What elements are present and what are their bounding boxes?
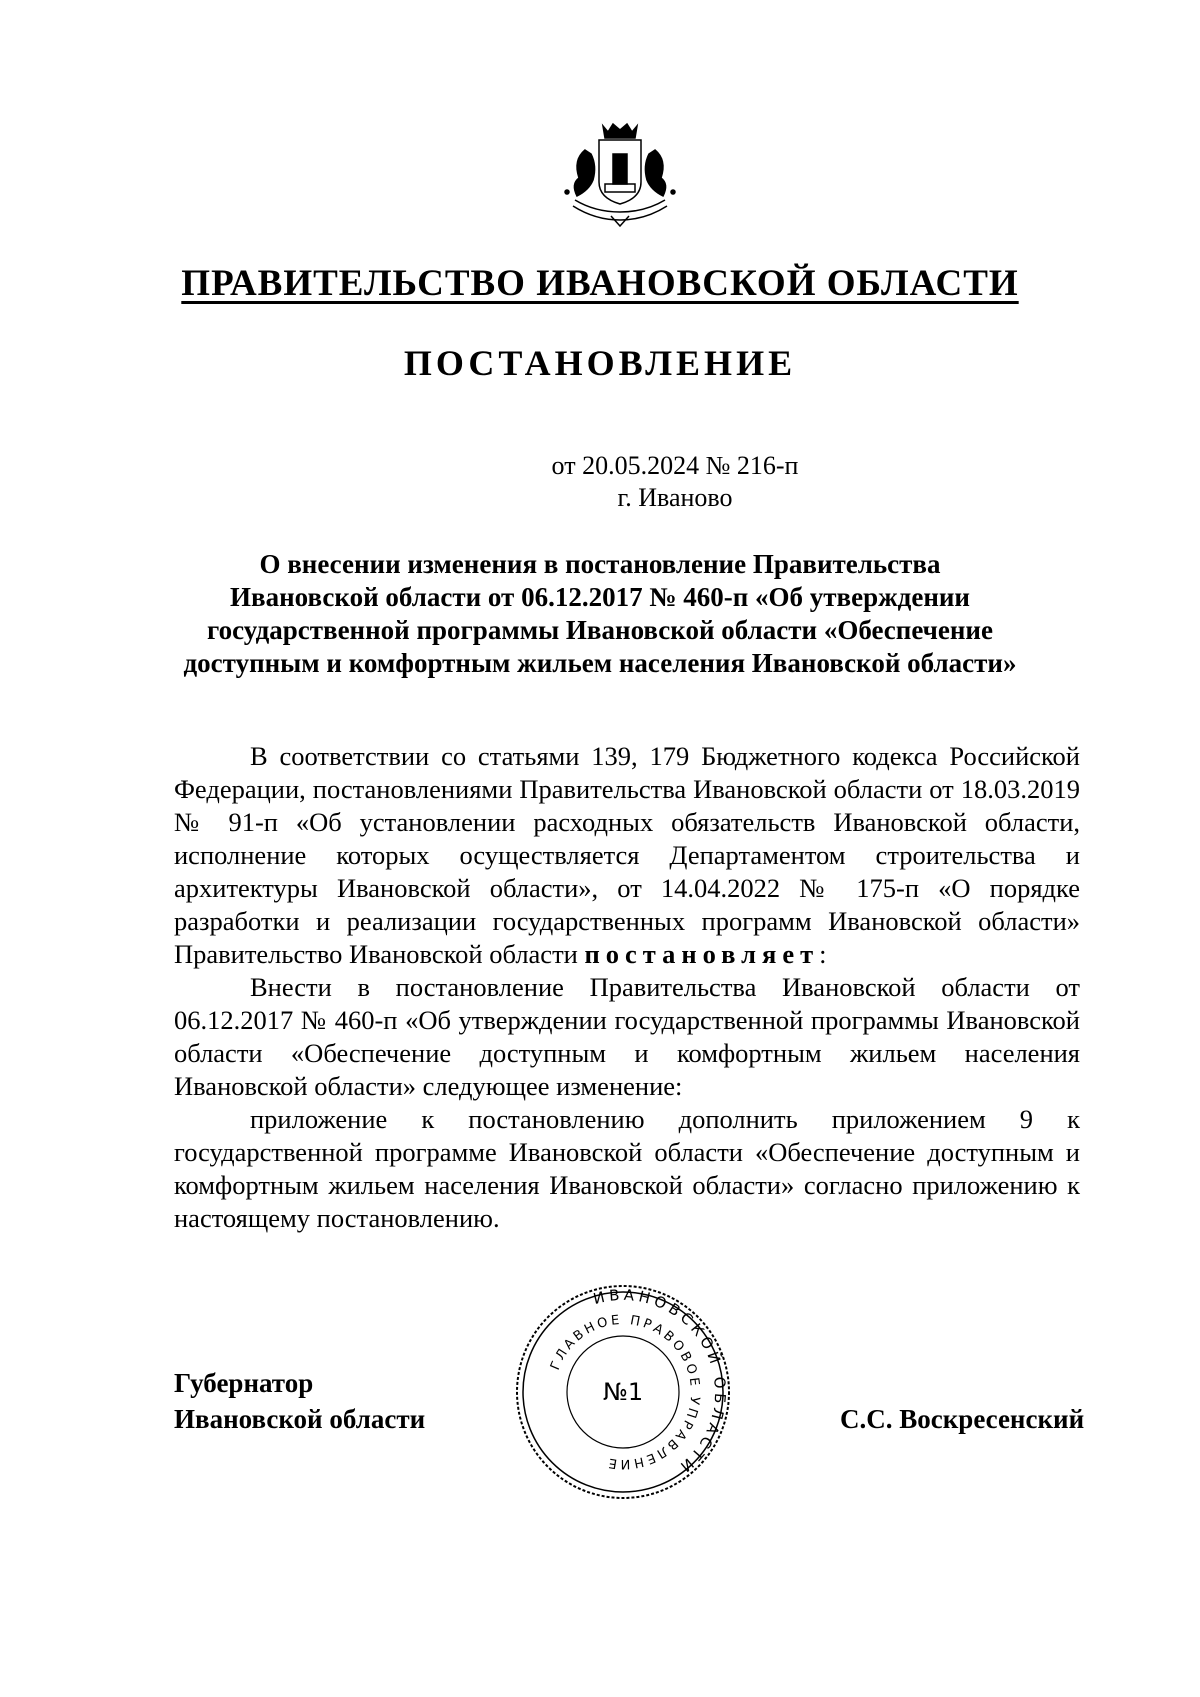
coat-of-arms-icon: [555, 120, 685, 230]
seal-center-text: №1: [602, 1378, 644, 1406]
document-body: [174, 740, 1080, 1235]
decree-word: постановляет: [584, 939, 820, 969]
body-paragraph: приложение к постановлению дополнить приложением 9 к государственной программе Ивановской области «Обеспечение доступным и комфортным жильем населения Ивановской области» согласно приложению к настоящему постановлению.: [174, 1104, 1080, 1233]
paragraph-text: В соответствии со статьями 139, 179 Бюджетного кодекса Российской Федерации, постановлениями Правительства Ивановской области от 18.03.2019 № 91-п «Об установлении расходных обязательств Ивановской области, исполнение которых осуществляется Департаментом строительства и архитектуры Ивановской области», от 14.04.2022 № 175-п «О порядке разработки и реализации государственных программ Ивановской области» Правительство Ивановской области: [174, 741, 1080, 969]
signatory-position: [174, 1365, 425, 1437]
title-line: Ивановской области от 06.12.2017 № 460-п «Об утверждении: [230, 582, 970, 612]
body-paragraph: Внести в постановление Правительства Ивановской области от 06.12.2017 № 460-п «Об утверждении государственной программы Ивановской области «Обеспечение доступным и комфортным жильем населения Ивановской области» следующее изменение:: [174, 972, 1080, 1101]
paragraph-end: :: [819, 939, 827, 969]
position-line: Ивановской области: [174, 1404, 426, 1434]
title-line: О внесении изменения в постановление Правительства: [259, 549, 941, 579]
title-line: доступным и комфортным жильем населения Ивановской области»: [183, 648, 1017, 678]
date-number: от 20.05.2024 № 216-п: [551, 451, 799, 480]
title-line: государственной программы Ивановской области «Обеспечение: [207, 615, 993, 645]
signatory-name: С.С. Воскресенский: [840, 1404, 1085, 1434]
body-paragraph: [174, 740, 1080, 971]
seal-inner-text: ГЛАВНОЕ ПРАВОВОЕ УПРАВЛЕНИЕ: [547, 1312, 703, 1472]
position-line: Губернатор: [174, 1368, 314, 1398]
city: г. Иваново: [617, 483, 733, 512]
official-seal: [515, 1282, 731, 1502]
seal-outer-text: ИВАНОВСКОЙ ОБЛАСТИ: [591, 1285, 730, 1478]
organization-title: ПРАВИТЕЛЬСТВО ИВАНОВСКОЙ ОБЛАСТИ: [181, 263, 1019, 304]
document-meta: [0, 450, 1200, 514]
document-title: [175, 548, 1025, 680]
document-type: ПОСТАНОВЛЕНИЕ: [403, 343, 797, 383]
